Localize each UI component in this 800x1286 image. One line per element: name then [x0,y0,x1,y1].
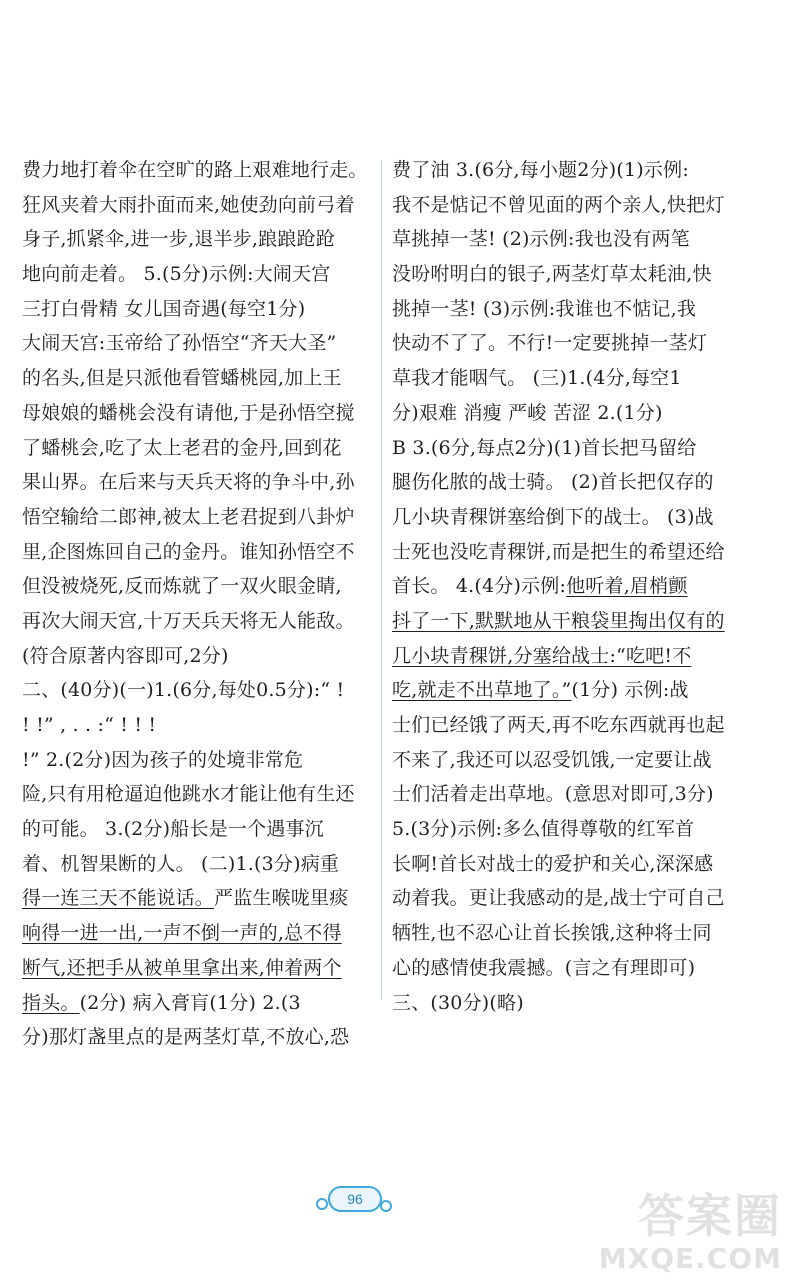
text-line [22,153,372,188]
text-line [22,986,372,1021]
text-line [22,639,372,674]
text-line [392,986,782,1021]
text-segment: (符合原著内容即可,2分) [22,644,229,667]
text-line [392,361,782,396]
text-segment: 大闹天宫:玉帝给了孙悟空“齐天大圣” [22,332,337,355]
text-line [22,708,372,743]
text-line [392,916,782,951]
underlined-text: 断气,还把手从被单里拿出来,伸着两个 [22,956,342,979]
right-column [392,153,782,1020]
text-line [392,639,782,674]
text-line [392,604,782,639]
text-line [392,777,782,812]
text-segment: 草挑掉一茎! (2)示例:我也没有两笔 [392,228,690,251]
text-line [22,500,372,535]
text-line [22,916,372,951]
text-segment: 几小块青稞饼塞给倒下的战士。 (3)战 [392,505,714,528]
text-line [22,257,372,292]
text-line [22,361,372,396]
underlined-text: 指头。 [22,991,80,1014]
text-segment: 长啊!首长对战士的爱护和关心,深深感 [392,852,714,875]
text-segment: 分)那灯盏里点的是两茎灯草,不放心,恐 [22,1026,350,1049]
text-segment: 士死也没吃青稞饼,而是把生的希望还给 [392,540,725,563]
watermark-logo-text: 答案圈 [638,1189,782,1243]
text-segment: 三打白骨精 女儿国奇遇(每空1分) [22,297,306,320]
watermark-url: MXQE.COM [598,1242,782,1275]
bubble-right-icon [380,1200,392,1212]
text-line [22,569,372,604]
text-segment: 险,只有用枪逼迫他跳水才能让他有生还 [22,783,355,806]
text-line [392,812,782,847]
text-line [22,743,372,778]
text-segment: 着、机智果断的人。 (二)1.(3分)病重 [22,852,340,875]
text-line [22,431,372,466]
text-segment: 费力地打着伞在空旷的路上艰难地行走。 [22,159,368,181]
text-line [22,1020,372,1055]
text-segment: 三、(30分)(略) [392,991,524,1014]
text-segment: 腿伤化脓的战士骑。 (2)首长把仅存的 [392,471,714,494]
text-line [392,257,782,292]
text-segment: 地向前走着。 5.(5分)示例:大闹天宫 [22,263,331,286]
text-segment: 挑掉一茎! (3)示例:我谁也不惦记,我 [392,297,697,320]
text-line [392,847,782,882]
text-line [22,673,372,708]
text-segment: 果山界。在后来与天兵天将的争斗中,孙 [22,471,355,494]
watermark [582,1180,782,1276]
text-segment: 没吩咐明白的银子,两茎灯草太耗油,快 [392,263,712,286]
text-line [22,222,372,257]
text-line [392,708,782,743]
text-segment: 身子,抓紧伞,进一步,退半步,踉踉跄跄 [22,228,335,251]
text-segment: 首长。 4.(4分)示例: [392,575,567,598]
text-line [22,881,372,916]
text-segment: 的名头,但是只派他看管蟠桃园,加上王 [22,367,342,390]
text-line [392,326,782,361]
bubble-left-icon [316,1198,328,1210]
text-line [392,743,782,778]
text-segment: 快动不了了。不行!一定要挑掉一茎灯 [392,332,708,355]
text-segment: 草我才能咽气。 (三)1.(4分,每空1 [392,367,682,390]
text-line [22,777,372,812]
text-segment: 的可能。 3.(2分)船长是一个遇事沉 [22,818,324,841]
text-line [22,396,372,431]
text-segment: 严监生喉咙里痰 [214,887,349,910]
text-line [392,188,782,223]
text-segment: 费了油 3.(6分,每小题2分)(1)示例: [392,159,689,181]
text-line [392,569,782,604]
text-segment: 心的感情使我震撼。(言之有理即可) [392,956,696,979]
text-segment: 5.(3分)示例:多么值得尊敬的红军首 [392,818,695,841]
left-column [22,153,372,1055]
text-line [22,292,372,327]
text-line [22,465,372,500]
text-segment: 狂风夹着大雨扑面而来,她使劲向前弓着 [22,193,355,216]
text-line [22,326,372,361]
text-line [392,292,782,327]
text-line [22,604,372,639]
underlined-text: 吃,就走不出草地了。” [392,679,572,702]
text-segment: 再次大闹天宫,十万天兵天将无人能敌。 [22,609,355,632]
underlined-text: 他听着,眉梢颤 [566,575,688,598]
text-line [392,535,782,570]
text-line [22,847,372,882]
text-segment: 悟空输给二郎神,被太上老君捉到八卦炉 [22,505,355,528]
text-line [392,465,782,500]
text-line [392,396,782,431]
text-segment: 但没被烧死,反而炼就了一双火眼金睛, [22,575,342,598]
text-segment: 分)艰难 消瘦 严峻 苦涩 2.(1分) [392,401,663,424]
text-segment: 了蟠桃会,吃了太上老君的金丹,回到花 [22,436,342,459]
text-segment: 士们已经饿了两天,再不吃东西就再也起 [392,714,725,736]
text-segment: 二、(40分)(一)1.(6分,每处0.5分):“ ! [22,679,345,702]
text-line [392,951,782,986]
page-number: 96 [328,1186,382,1212]
underlined-text: 几小块青稞饼,分塞给战士:“吃吧!不 [392,644,692,667]
text-segment: 牺牲,也不忍心让首长挨饿,这种将士同 [392,922,712,945]
text-line [392,153,782,188]
text-segment: 里,企图炼回自己的金丹。谁知孙悟空不 [22,540,355,563]
text-line [392,431,782,466]
underlined-text: 抖了一下,默默地从干粮袋里掏出仅有的 [392,609,725,632]
text-line [22,812,372,847]
text-segment: 动着我。更让我感动的是,战士宁可自己 [392,887,725,910]
text-line [392,881,782,916]
text-segment: ! !” , . . :“ ! ! ! [22,714,157,736]
page-number-badge [316,1182,396,1218]
text-line [22,188,372,223]
underlined-text: 得一连三天不能说话。 [22,887,215,910]
text-segment: (1分) 示例:战 [571,679,689,702]
text-segment: 不来了,我还可以忍受饥饿,一定要让战 [392,748,712,771]
underlined-text: 响得一进一出,一声不倒一声的,总不得 [22,922,342,945]
text-line [392,500,782,535]
text-line [392,673,782,708]
column-divider [381,160,382,1000]
text-segment: 士们活着走出草地。(意思对即可,3分) [392,783,714,806]
text-segment: B 3.(6分,每点2分)(1)首长把马留给 [392,436,697,459]
text-segment: (2分) 病入膏肓(1分) 2.(3 [79,991,301,1014]
text-segment: 我不是惦记不曾见面的两个亲人,快把灯 [392,193,725,216]
text-line [22,535,372,570]
text-segment: !” 2.(2分)因为孩子的处境非常危 [22,748,304,771]
text-segment: 母娘娘的蟠桃会没有请他,于是孙悟空搅 [22,401,355,424]
text-line [22,951,372,986]
text-line [392,222,782,257]
